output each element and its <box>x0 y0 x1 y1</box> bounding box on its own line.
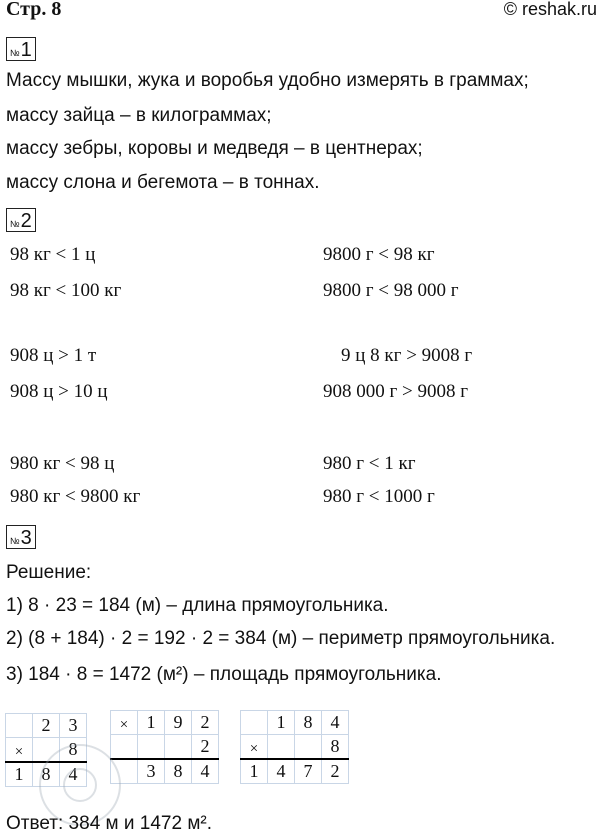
column-multiplication-1 <box>5 713 87 787</box>
task-number-value: 1 <box>20 39 32 61</box>
comparison-left-5: 980 кг < 98 ц <box>10 453 115 474</box>
solution-step-3: 3) 184 · 8 = 1472 (м²) – площадь прямоугольника. <box>6 664 442 685</box>
digit: 3 <box>138 759 165 784</box>
digit: 8 <box>33 762 60 787</box>
task1-line-4: массу слона и бегемота – в тоннах. <box>6 172 320 193</box>
task1-line-2: массу зайца – в килограммах; <box>6 105 272 126</box>
solution-step-1: 1) 8 · 23 = 184 (м) – длина прямоугольника. <box>6 595 389 616</box>
digit: 2 <box>192 711 219 735</box>
comparison-right-4: 908 000 г > 9008 г <box>323 381 469 402</box>
comparison-left-6: 980 кг < 9800 кг <box>10 486 141 507</box>
comparison-left-2: 98 кг < 100 кг <box>10 280 122 301</box>
comparison-right-2: 9800 г < 98 000 г <box>323 280 459 301</box>
comparison-right-3: 9 ц 8 кг > 9008 г <box>341 345 473 366</box>
digit: 1 <box>268 711 295 735</box>
digit: 1 <box>241 759 268 784</box>
task1-line-3: массу зебры, коровы и медведя – в центнерах; <box>6 138 423 159</box>
digit: 2 <box>322 759 349 784</box>
column-multiplication-3 <box>240 710 349 784</box>
digit: 4 <box>192 759 219 784</box>
task-number-symbol: № <box>10 48 20 58</box>
digit: 8 <box>165 759 192 784</box>
site-credit: © reshak.ru <box>503 0 597 19</box>
task-number-2 <box>6 208 36 232</box>
digit: 7 <box>295 759 322 784</box>
digit: 1 <box>138 711 165 735</box>
digit: 4 <box>322 711 349 735</box>
comparison-left-3: 908 ц > 1 т <box>10 345 97 366</box>
answer: Ответ: 384 м и 1472 м². <box>6 813 212 834</box>
solution-label: Решение: <box>6 562 92 583</box>
comparison-left-1: 98 кг < 1 ц <box>10 244 96 265</box>
comparison-right-6: 980 г < 1000 г <box>323 486 435 507</box>
comparison-right-1: 9800 г < 98 кг <box>323 244 435 265</box>
digit: 3 <box>60 714 87 738</box>
multiply-sign: × <box>241 735 268 760</box>
digit: 4 <box>268 759 295 784</box>
column-multiplication-2 <box>110 710 219 784</box>
digit: 4 <box>60 762 87 787</box>
task-number-value: 3 <box>20 527 32 549</box>
task-number-value: 2 <box>20 210 32 232</box>
solution-step-2: 2) (8 + 184) · 2 = 192 · 2 = 384 (м) – периметр прямоугольника. <box>6 628 556 649</box>
digit: 9 <box>165 711 192 735</box>
comparison-right-5: 980 г < 1 кг <box>323 453 416 474</box>
task-number-symbol: № <box>10 536 20 546</box>
multiply-sign: × <box>6 738 33 763</box>
task1-line-1: Массу мышки, жука и воробья удобно измерять в граммах; <box>6 70 529 91</box>
digit: 1 <box>6 762 33 787</box>
task-number-1 <box>6 37 36 61</box>
task-number-3 <box>6 525 36 549</box>
page-number: Стр. 8 <box>6 0 62 20</box>
multiply-sign: × <box>111 711 138 735</box>
digit: 2 <box>192 735 219 760</box>
task-number-symbol: № <box>10 219 20 229</box>
comparison-left-4: 908 ц > 10 ц <box>10 381 108 402</box>
digit: 2 <box>33 714 60 738</box>
digit: 8 <box>295 711 322 735</box>
digit: 8 <box>60 738 87 763</box>
digit: 8 <box>322 735 349 760</box>
